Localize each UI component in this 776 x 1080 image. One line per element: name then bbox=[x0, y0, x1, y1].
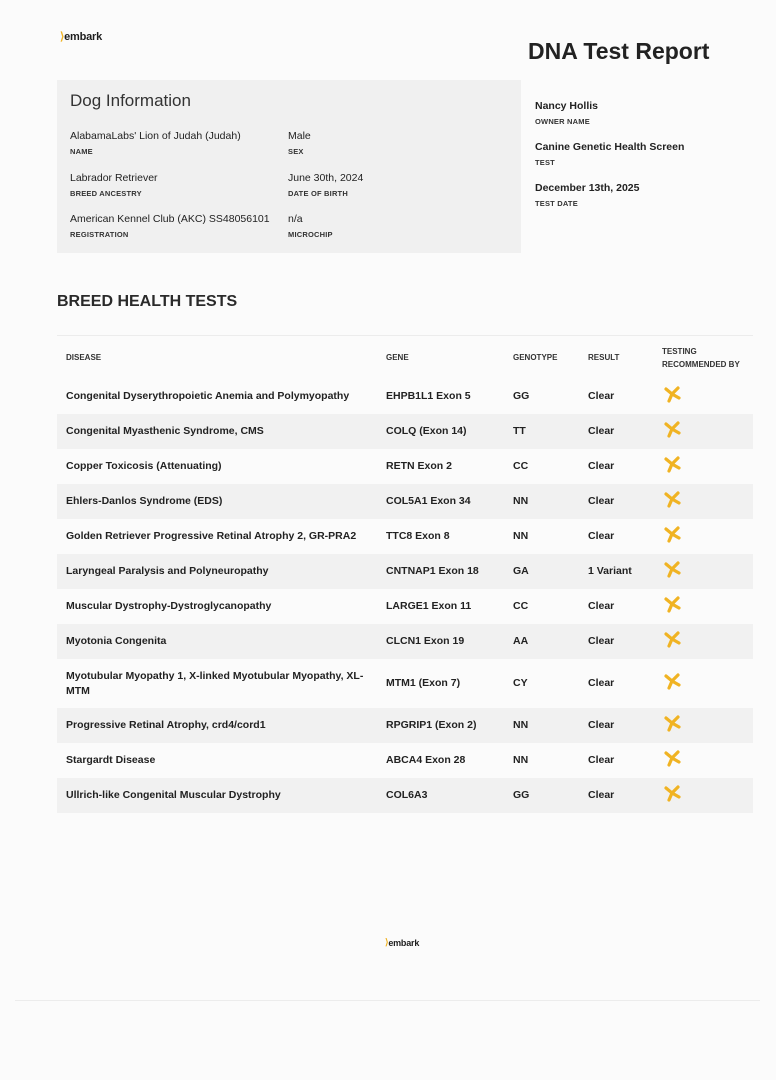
genotype-column-header: GENOTYPE bbox=[504, 336, 579, 380]
table-row bbox=[57, 519, 753, 554]
registration-label: REGISTRATION bbox=[70, 230, 129, 239]
embark-star-icon bbox=[662, 419, 682, 439]
embark-star-icon bbox=[662, 454, 682, 474]
embark-logo bbox=[60, 30, 102, 43]
embark-footer-logo-text: embark bbox=[388, 937, 420, 948]
result-cell: Clear bbox=[588, 600, 615, 612]
recommended-by-cell bbox=[653, 589, 753, 624]
dog-name-value: AlabamaLabs' Lion of Judah (Judah) bbox=[70, 130, 241, 142]
embark-star-icon bbox=[662, 629, 682, 649]
dog-sex-value: Male bbox=[288, 130, 311, 142]
embark-star-icon bbox=[662, 594, 682, 614]
gene-cell: COL5A1 Exon 34 bbox=[377, 484, 504, 519]
testing-header-line1: TESTING bbox=[662, 346, 697, 356]
disease-cell: Stargardt Disease bbox=[66, 754, 156, 766]
recommended-by-cell bbox=[653, 659, 753, 708]
disease-column-header: DISEASE bbox=[57, 336, 377, 380]
owner-name-value: Nancy Hollis bbox=[535, 100, 599, 112]
table-row bbox=[57, 743, 753, 778]
genotype-cell: GG bbox=[513, 390, 530, 402]
gene-cell: RETN Exon 2 bbox=[386, 460, 452, 472]
gene-cell: RPGRIP1 (Exon 2) bbox=[377, 708, 504, 743]
embark-star-icon bbox=[662, 713, 682, 733]
embark-star-icon bbox=[662, 489, 682, 509]
test-value: Canine Genetic Health Screen bbox=[535, 141, 685, 153]
microchip-field bbox=[288, 213, 333, 239]
disease-cell: Ehlers-Danlos Syndrome (EDS) bbox=[57, 484, 377, 519]
disease-cell: Muscular Dystrophy-Dystroglycanopathy bbox=[66, 600, 272, 612]
embark-star-icon bbox=[662, 671, 682, 691]
genotype-cell: AA bbox=[504, 624, 579, 659]
page-footer-divider bbox=[15, 1000, 760, 1001]
recommended-by-cell bbox=[653, 484, 753, 519]
recommended-by-cell bbox=[653, 624, 753, 659]
gene-cell: ABCA4 Exon 28 bbox=[386, 754, 466, 766]
recommended-by-cell bbox=[653, 778, 753, 813]
genotype-cell: GA bbox=[504, 554, 579, 589]
microchip-label: MICROCHIP bbox=[288, 230, 333, 239]
gene-cell: MTM1 (Exon 7) bbox=[386, 677, 461, 689]
disease-cell: Laryngeal Paralysis and Polyneuropathy bbox=[57, 554, 377, 589]
embark-logo-icon: ⟩ bbox=[60, 31, 65, 43]
recommended-by-cell bbox=[653, 554, 753, 589]
embark-star-icon bbox=[662, 524, 682, 544]
test-date-field bbox=[535, 182, 639, 208]
breed-value: Labrador Retriever bbox=[70, 172, 158, 184]
genotype-cell: NN bbox=[513, 530, 529, 542]
table-row bbox=[57, 379, 753, 414]
dob-field bbox=[288, 172, 363, 198]
embark-footer-logo bbox=[385, 937, 419, 948]
gene-cell: EHPB1L1 Exon 5 bbox=[386, 390, 471, 402]
disease-cell: Myotubular Myopathy 1, X-linked Myotubular Myopathy, XL-MTM bbox=[66, 669, 364, 697]
disease-cell: Myotonia Congenita bbox=[57, 624, 377, 659]
embark-star-icon bbox=[662, 783, 682, 803]
disease-cell: Copper Toxicosis (Attenuating) bbox=[66, 460, 222, 472]
report-title: DNA Test Report bbox=[528, 38, 710, 64]
dog-information-heading: Dog Information bbox=[70, 91, 191, 110]
disease-cell: Progressive Retinal Atrophy, crd4/cord1 bbox=[57, 708, 377, 743]
result-cell: Clear bbox=[579, 778, 653, 813]
recommended-by-cell bbox=[653, 743, 753, 778]
breed-health-tests-heading: BREED HEALTH TESTS bbox=[57, 293, 238, 310]
dob-value: June 30th, 2024 bbox=[288, 172, 364, 184]
gene-column-header: GENE bbox=[377, 336, 504, 380]
table-row bbox=[57, 414, 753, 449]
test-label: TEST bbox=[535, 158, 555, 167]
table-row bbox=[57, 659, 753, 708]
genotype-cell: CC bbox=[513, 460, 529, 472]
gene-cell: COLQ (Exon 14) bbox=[377, 414, 504, 449]
test-date-label: TEST DATE bbox=[535, 199, 578, 208]
result-cell: Clear bbox=[588, 677, 615, 689]
embark-star-icon bbox=[662, 384, 682, 404]
dog-name-label: NAME bbox=[70, 147, 93, 156]
dob-label: DATE OF BIRTH bbox=[288, 189, 348, 198]
testing-header-line2: RECOMMENDED BY bbox=[662, 359, 740, 369]
recommended-by-cell bbox=[653, 414, 753, 449]
genotype-cell: NN bbox=[513, 754, 529, 766]
registration-field bbox=[70, 213, 270, 239]
table-row bbox=[57, 554, 753, 589]
genotype-cell: GG bbox=[504, 778, 579, 813]
recommended-by-cell bbox=[653, 519, 753, 554]
recommended-by-cell bbox=[653, 379, 753, 414]
gene-cell: COL6A3 bbox=[377, 778, 504, 813]
result-cell: Clear bbox=[588, 460, 615, 472]
table-row bbox=[57, 624, 753, 659]
disease-cell: Congenital Dyserythropoietic Anemia and Polymyopathy bbox=[66, 390, 350, 402]
result-cell: Clear bbox=[579, 708, 653, 743]
embark-logo-text: embark bbox=[64, 30, 103, 43]
recommended-by-cell bbox=[653, 449, 753, 484]
breed-label: BREED ANCESTRY bbox=[70, 189, 142, 198]
result-cell: Clear bbox=[588, 390, 615, 402]
owner-name-field bbox=[535, 100, 598, 126]
embark-footer-logo-icon: ⟩ bbox=[385, 937, 389, 947]
disease-cell: Ullrich-like Congenital Muscular Dystrophy bbox=[57, 778, 377, 813]
table-row bbox=[57, 484, 753, 519]
gene-cell: TTC8 Exon 8 bbox=[386, 530, 450, 542]
registration-value: American Kennel Club (AKC) SS48056101 bbox=[70, 213, 270, 225]
genotype-cell: NN bbox=[504, 708, 579, 743]
result-column-header: RESULT bbox=[579, 336, 653, 380]
dog-name-field bbox=[70, 130, 241, 156]
genotype-cell: TT bbox=[504, 414, 579, 449]
table-row bbox=[57, 589, 753, 624]
result-cell: Clear bbox=[588, 530, 615, 542]
table-row bbox=[57, 449, 753, 484]
test-field bbox=[535, 141, 684, 167]
recommended-by-cell bbox=[653, 708, 753, 743]
dog-sex-label: SEX bbox=[288, 147, 304, 156]
owner-name-label: OWNER NAME bbox=[535, 117, 590, 126]
microchip-value: n/a bbox=[288, 213, 303, 225]
dog-sex-field bbox=[288, 130, 311, 156]
result-cell: 1 Variant bbox=[579, 554, 653, 589]
breed-field bbox=[70, 172, 158, 198]
genotype-cell: CY bbox=[513, 677, 528, 689]
table-row bbox=[57, 778, 753, 813]
table-header-row bbox=[57, 336, 753, 380]
table-row bbox=[57, 708, 753, 743]
gene-cell: LARGE1 Exon 11 bbox=[386, 600, 472, 612]
result-cell: Clear bbox=[579, 414, 653, 449]
result-cell: Clear bbox=[579, 484, 653, 519]
gene-cell: CLCN1 Exon 19 bbox=[377, 624, 504, 659]
test-date-value: December 13th, 2025 bbox=[535, 182, 640, 194]
result-cell: Clear bbox=[579, 624, 653, 659]
genotype-cell: NN bbox=[504, 484, 579, 519]
embark-star-icon bbox=[662, 559, 682, 579]
result-cell: Clear bbox=[588, 754, 615, 766]
testing-recommended-column-header bbox=[653, 336, 753, 380]
disease-cell: Golden Retriever Progressive Retinal Atrophy 2, GR-PRA2 bbox=[66, 530, 357, 542]
genotype-cell: CC bbox=[513, 600, 529, 612]
disease-cell: Congenital Myasthenic Syndrome, CMS bbox=[57, 414, 377, 449]
embark-star-icon bbox=[662, 748, 682, 768]
breed-health-tests-table bbox=[57, 335, 753, 813]
gene-cell: CNTNAP1 Exon 18 bbox=[377, 554, 504, 589]
dog-information-panel bbox=[57, 80, 521, 253]
